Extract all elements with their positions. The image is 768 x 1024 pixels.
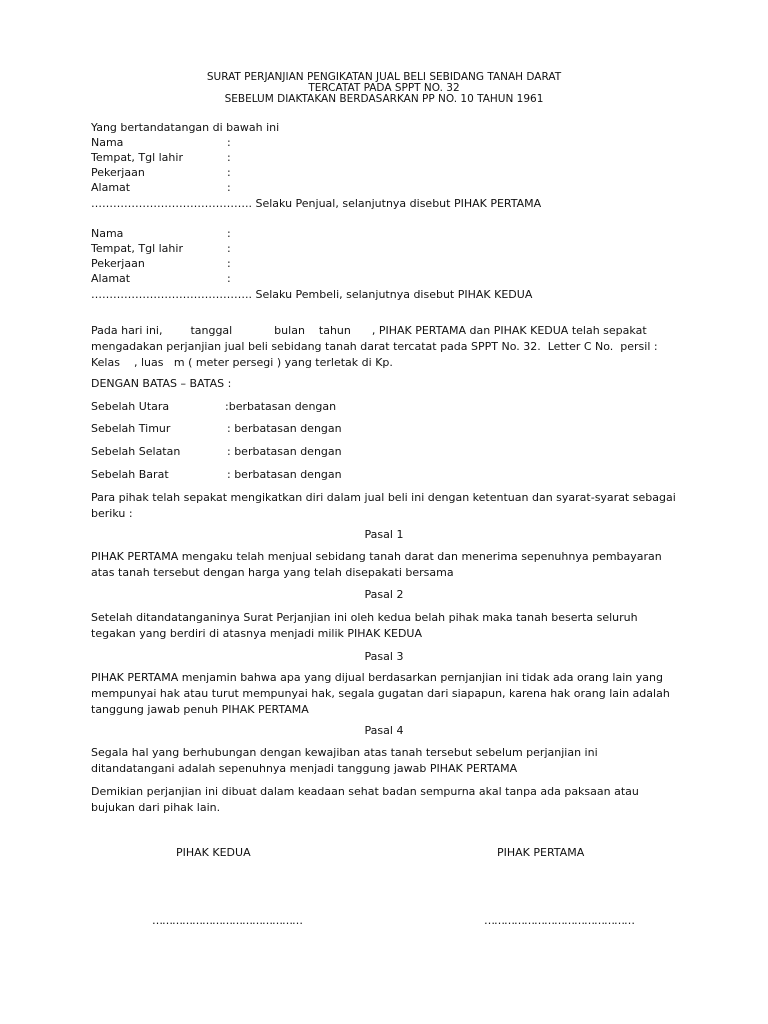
intro-text: Yang bertandatangan di bawah ini bbox=[91, 121, 280, 134]
pasal-3-heading: Pasal 3 bbox=[364, 650, 404, 663]
party2-tempat-label: Tempat, Tgl lahir bbox=[91, 242, 183, 255]
document-title-line-2: TERCATAT PADA SPPT NO. 32 bbox=[308, 82, 460, 94]
pasal-4-heading: Pasal 4 bbox=[364, 724, 404, 737]
party1-tempat-label: Tempat, Tgl lahir bbox=[91, 151, 183, 164]
party2-tempat-colon: : bbox=[227, 242, 231, 255]
party2-role-line: …………………………………….. Selaku Pembeli, selanjutnya disebut PIHAK KEDUA bbox=[91, 288, 533, 301]
batas-timur-value: : berbatasan dengan bbox=[227, 422, 342, 435]
party1-alamat-label: Alamat bbox=[91, 181, 131, 194]
party1-tempat-colon: : bbox=[227, 151, 231, 164]
batas-selatan-label: Sebelah Selatan bbox=[91, 445, 181, 458]
pasal-1-text: PIHAK PERTAMA mengaku telah menjual sebidang tanah darat dan menerima sepenuhnya pembayaran atas tanah tersebut dengan harga yang telah disepakati bersama bbox=[91, 550, 662, 579]
party1-alamat-colon: : bbox=[227, 181, 231, 194]
document-title-line-1: SURAT PERJANJIAN PENGIKATAN JUAL BELI SEBIDANG TANAH DARAT bbox=[206, 71, 562, 83]
party2-nama-label: Nama bbox=[91, 227, 124, 240]
closing-paragraph: Demikian perjanjian ini dibuat dalam keadaan sehat badan sempurna akal tanpa ada paksaan atau bujukan dari pihak lain. bbox=[91, 785, 639, 814]
batas-heading: DENGAN BATAS – BATAS : bbox=[91, 377, 232, 390]
signature-label-pihak-kedua: PIHAK KEDUA bbox=[176, 846, 251, 859]
agreement-date-paragraph: Pada hari ini, tanggal bulan tahun , PIHAK PERTAMA dan PIHAK KEDUA telah sepakat mengadakan perjanjian jual beli sebidang tanah darat tercatat pada SPPT No. 32. Letter C No. persil : Kelas , luas m ( meter persegi ) yang terletak di Kp. bbox=[91, 324, 662, 369]
party2-pekerjaan-colon: : bbox=[227, 257, 231, 270]
batas-timur-label: Sebelah Timur bbox=[91, 422, 171, 435]
pasal-4-text: Segala hal yang berhubungan dengan kewajiban atas tanah tersebut sebelum perjanjian ini ditandatangani adalah sepenuhnya menjadi tanggung jawab PIHAK PERTAMA bbox=[91, 746, 598, 775]
party1-role-line: …………………………………….. Selaku Penjual, selanjutnya disebut PIHAK PERTAMA bbox=[91, 197, 542, 210]
parties-agreement-paragraph: Para pihak telah sepakat mengikatkan diri dalam jual beli ini dengan ketentuan dan syarat-syarat sebagai beriku : bbox=[91, 491, 676, 520]
batas-selatan-value: : berbatasan dengan bbox=[227, 445, 342, 458]
pasal-3-text: PIHAK PERTAMA menjamin bahwa apa yang dijual berdasarkan pernjanjian ini tidak ada orang lain yang mempunyai hak atau turut mempunyai hak, segala gugatan dari siapapun, karena hak orang lain adalah tanggung jawab penuh PIHAK PERTAMA bbox=[91, 671, 670, 716]
batas-barat-value: : berbatasan dengan bbox=[227, 468, 342, 481]
pasal-1-heading: Pasal 1 bbox=[364, 528, 404, 541]
party2-alamat-colon: : bbox=[227, 272, 231, 285]
batas-barat-label: Sebelah Barat bbox=[91, 468, 169, 481]
signature-line-pihak-pertama: ……………………………………… bbox=[484, 914, 634, 927]
batas-utara-label: Sebelah Utara bbox=[91, 400, 170, 413]
party2-nama-colon: : bbox=[227, 227, 231, 240]
signature-line-pihak-kedua: ……………………………………… bbox=[152, 914, 302, 927]
party1-pekerjaan-label: Pekerjaan bbox=[91, 166, 145, 179]
pasal-2-text: Setelah ditandatanganinya Surat Perjanjian ini oleh kedua belah pihak maka tanah beserta seluruh tegakan yang berdiri di atasnya menjadi milik PIHAK KEDUA bbox=[91, 611, 638, 640]
party1-nama-label: Nama bbox=[91, 136, 124, 149]
party2-pekerjaan-label: Pekerjaan bbox=[91, 257, 145, 270]
pasal-2-heading: Pasal 2 bbox=[364, 588, 404, 601]
batas-utara-value: :berbatasan dengan bbox=[225, 400, 337, 413]
signature-label-pihak-pertama: PIHAK PERTAMA bbox=[497, 846, 585, 859]
document-title-line-3: SEBELUM DIAKTAKAN BERDASARKAN PP NO. 10 TAHUN 1961 bbox=[224, 93, 544, 105]
party2-alamat-label: Alamat bbox=[91, 272, 131, 285]
party1-pekerjaan-colon: : bbox=[227, 166, 231, 179]
party1-nama-colon: : bbox=[227, 136, 231, 149]
